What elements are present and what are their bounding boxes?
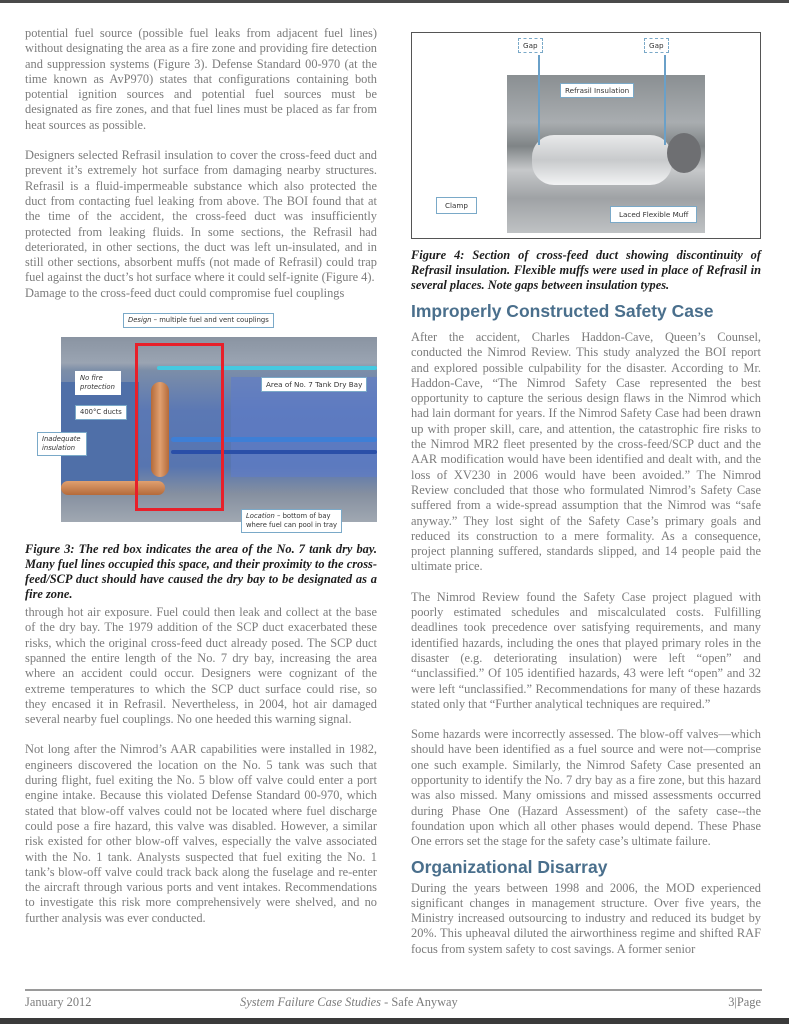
duct-elbow <box>667 133 701 173</box>
arrow-line <box>664 55 666 145</box>
viewer-bottom-border <box>0 1018 789 1024</box>
footer-date: January 2012 <box>25 995 92 1009</box>
figure-3-caption: Figure 3: The red box indicates the area of the No. 7 tank dry bay. Many fuel lines occupied this space, and their proximity to the cross-feed/SCP duct should have caused the dry bay to be designated as a fire zone. <box>25 542 377 602</box>
paragraph: After the accident, Charles Haddon-Cave, Queen’s Counsel, conducted the Nimrod Review. This study analyzed the BOI report and explored possible culpability for the disaster. According to Mr. Haddon-Cave, “The Nimrod Safety Case represented the best opportunity to capture the serious design flaws in the Nimrod which had lain dormant for years. If the Nimrod Safety Case had been drawn up with proper skill, care, and attention, the catastrophic fire risks to the Nimrod MR2 fleet presented by the cross-feed/SCP duct and the AAR modification would have been identified and dealt with, and the loss of XV230 in 2006 would have been avoided.” The Nimrod Review concluded that those who formulated Nimrod’s Safety Case suffered from a wide-spread assumption that the Nimrod was “safe anyway.” They lost sight of the Safety Case’s primary goals and reduced its construction to a mere formality. As a consequence, project planning suffered, standards slipped, and 14 people paid the ultimate price. <box>411 330 761 574</box>
paragraph: The Nimrod Review found the Safety Case project plagued with poorly estimated schedules and miscalculated costs. Fulfilling deadlines took precedence over satisfying requirements, and many identified hazards, including the ones that played primary roles in the disaster (e.g. deteriorating insulation) were left “open” and “unclassified.” Of 105 identified hazards, 43 were left “open” and 32 were left “unclassified.” Recommendations for many of these hazards stated only that “Further analytical techniques are required.” <box>411 589 761 711</box>
label-text: Location <box>246 512 275 521</box>
figure-label-area: Area of No. 7 Tank Dry Bay <box>261 377 367 392</box>
viewer-top-border <box>0 0 789 3</box>
footer-title <box>240 995 458 1010</box>
label-text: Inadequate insulation <box>42 435 81 453</box>
footer-issue-title: Safe Anyway <box>391 995 458 1009</box>
paragraph: through hot air exposure. Fuel could then leak and collect at the base of the dry bay. The 1979 addition of the SCP duct exacerbated these risks, which the original cross-feed duct already posed. The SCP duct spanned the entire length of the No. 7 dry bay, increasing the area where an accident could occur. Designers were cognizant of the extreme temperatures to which the SCP duct surface could rise, so they encased it in Refrasil. Nevertheless, in 2004, hot air damaged several nearby fuel couplings. No one heeded this warning signal. <box>25 605 377 727</box>
figure-4 <box>411 32 761 239</box>
label-text: – bottom of bay <box>274 512 331 521</box>
label-text: where fuel can pool in tray <box>246 521 338 530</box>
figure-label-gap-right: Gap <box>644 38 669 53</box>
footer-separator: - <box>380 995 392 1009</box>
dry-bay-panel <box>231 377 377 477</box>
left-column <box>25 26 377 926</box>
figure-label-no-fire <box>75 371 121 395</box>
insulated-duct <box>532 135 672 185</box>
dry-bay-highlight-box <box>135 343 224 511</box>
label-text: Design <box>128 316 152 325</box>
figure-3-diagram <box>61 337 377 522</box>
paragraph: Some hazards were incorrectly assessed. The blow-off valves—which should have been identified as a fuel source and were not—comprise one such example. Similarly, the Nimrod Safety Case presented an opportunity to identify the No. 7 dry bay as a fire zone, but this hazard was also missed. Many omissions and missed assessments occurred during Phase One (Hazard Assessment) of the safety case--the foundation upon which all other phases would depend. These Phase One errors set the stage for the safety case’s ultimate failure. <box>411 727 761 849</box>
figure-4-caption: Figure 4: Section of cross-feed duct showing discontinuity of Refrasil insulation. Flexible muffs were used in place of Refrasil in several places. Note gaps between insulation types. <box>411 248 761 292</box>
figure-label-location <box>241 509 342 533</box>
figure-label-muff: Laced Flexible Muff <box>610 206 697 223</box>
label-text: No fire protection <box>80 374 115 392</box>
figure-label-ducts: 400°C ducts <box>75 405 127 420</box>
paragraph: Damage to the cross-feed duct could compromise fuel couplings <box>25 285 345 300</box>
section-heading: Organizational Disarray <box>411 856 608 877</box>
footer-rule <box>25 989 762 991</box>
figure-label-clamp: Clamp <box>436 197 477 214</box>
section-heading: Improperly Constructed Safety Case <box>411 301 714 321</box>
right-column <box>411 28 761 957</box>
figure-label-gap-left: Gap <box>518 38 543 53</box>
paragraph: Designers selected Refrasil insulation to cover the cross-feed duct and prevent it’s extremely hot surface from damaging nearby structures. Refrasil is a fluid-impermeable substance which also protected the duct from contacting fuel leaking from above. The BOI found that at the time of the accident, the cross-feed duct was insufficiently protected from leaking fluids. In some sections, the Refrasil had deteriorated, in other sections, the duct was left un-insulated, and in still other sections, absorbent muffs (not made of Refrasil) could trap fuel against the duct’s hot surface where it could self-ignite (Figure 4). <box>25 148 377 285</box>
figure-3 <box>25 313 377 538</box>
page-number: 3|Page <box>728 995 761 1009</box>
paragraph: During the years between 1998 and 2006, the MOD experienced significant changes in management structure. Over five years, the Ministry increased outsourcing to industry and reduced its budget by 20%. This upheaval diluted the airworthiness regime and shifted RAF focus from system safety to cost savings. A former senior <box>411 880 761 956</box>
paragraph: Not long after the Nimrod’s AAR capabilities were installed in 1982, engineers discovered the location on the No. 5 tank was such that during flight, fuel exiting the No. 5 blow off valve could enter a port engine intake. Because this violated Defense Standard 00-970, which stated that blow-off valves could not be located where fuel discharge could pose a fire hazard, this valve was disabled. However, a similar risk existed for other blow-off valves, especially the valve associated with the No. 1 tank. Analysts suspected that fuel exiting the No. 1 tank’s blow-off valve could track back along the fuselage and re-enter the aircraft through various ports and vent intakes. Recommendations to investigate this risk more comprehensively were shelved, and no further analysis was ever conducted. <box>25 742 377 925</box>
figure-label-design <box>123 313 274 328</box>
figure-label-refrasil: Refrasil Insulation <box>560 83 634 98</box>
label-text: – multiple fuel and vent couplings <box>151 316 269 325</box>
paragraph: potential fuel source (possible fuel leaks from adjacent fuel lines) without designating the area as a fire zone and providing fire detection and suppression systems (Figure 3). Defense Standard 00-970 (at the time known as AvP970) states that configurations containing both potential ignition sources and potential fuel sources must be designated as fire zones, and that fuel lines must be placed as far from heat sources as possible. <box>25 26 377 132</box>
arrow-line <box>538 55 540 145</box>
figure-label-inadequate <box>37 432 87 456</box>
footer-series-title: System Failure Case Studies <box>240 995 381 1009</box>
